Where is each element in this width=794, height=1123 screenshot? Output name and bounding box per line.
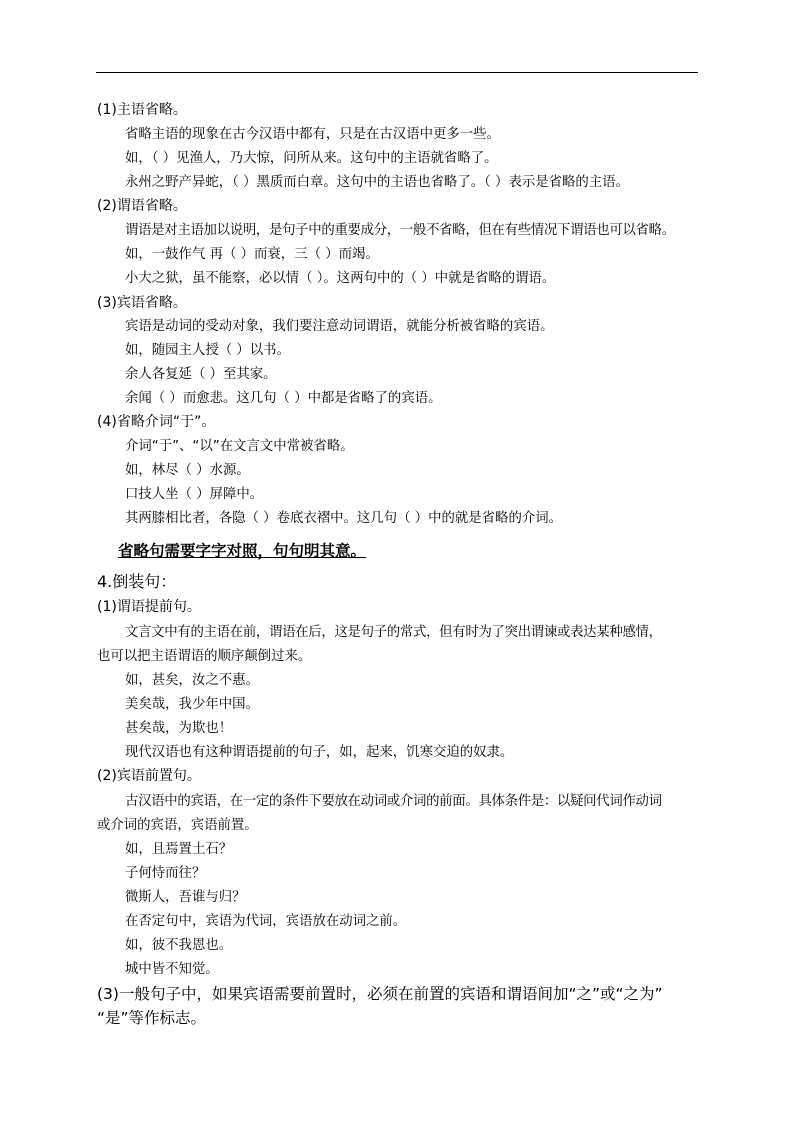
paragraph-line: 也可以把主语谓语的顺序颠倒过来。 <box>97 649 312 664</box>
paragraph-line: 如，林尽（ ）水源。 <box>125 463 250 478</box>
paragraph-line: 现代汉语也有这种谓语提前的句子，如，起来，饥寒交迫的奴隶。 <box>125 745 514 760</box>
paragraph-line: 小大之狱，虽不能察，必以情（ ）。这两句中的（ ）中就是省略的谓语。 <box>125 271 556 286</box>
section-heading: (3)一般句子中，如果宾语需要前置时，必须在前置的宾语和谓语间加“之”或“之为” <box>97 985 663 1003</box>
paragraph-line: 谓语是对主语加以说明，是句子中的重要成分，一般不省略，但在有些情况下谓语也可以省略。 <box>125 223 675 238</box>
paragraph-line: 介词“于”、“以”在文言文中常被省略。 <box>125 439 354 454</box>
paragraph-line: 城中皆不知觉。 <box>125 962 219 977</box>
paragraph-line: 永州之野产异蛇，（ ）黑质而白章。这句中的主语也省略了。（ ）表示是省略的主语。 <box>125 175 629 190</box>
paragraph-line: 如，且焉置土石？ <box>125 842 233 857</box>
paragraph-line: 在否定句中，宾语为代词，宾语放在动词之前。 <box>125 914 407 929</box>
section-heading: (2)谓语省略。 <box>97 198 187 214</box>
paragraph-line: 其两膝相比者，各隐（ ）卷底衣褶中。这几句（ ）中的就是省略的介词。 <box>125 511 563 526</box>
paragraph-line: 省略主语的现象在古今汉语中都有，只是在古汉语中更多一些。 <box>125 127 500 142</box>
section-heading: (1)主语省略。 <box>97 102 187 118</box>
paragraph-line: 口技人坐（ ）屏障中。 <box>125 487 264 502</box>
paragraph-line: 子何恃而往？ <box>125 866 206 881</box>
chapter-heading: 4.倒装句： <box>97 572 177 591</box>
paragraph-line: 甚矣哉，为欺也！ <box>125 721 233 736</box>
paragraph-line: 如，（ ）见渔人，乃大惊，问所从来。这句中的主语就省略了。 <box>125 151 498 166</box>
section-heading: (3)宾语省略。 <box>97 295 187 311</box>
paragraph-line: “是”等作标志。 <box>97 1009 207 1027</box>
paragraph-line: 或介词的宾语，宾语前置。 <box>97 818 258 833</box>
paragraph-line: 如，随园主人授（ ）以书。 <box>125 343 290 358</box>
paragraph-line: 文言文中有的主语在前，谓语在后，这是句子的常式，但有时为了突出谓谏或表达某种感情， <box>125 625 662 640</box>
section-heading: (2)宾语前置句。 <box>97 768 201 784</box>
paragraph-line: 古汉语中的宾语，在一定的条件下要放在动词或介词的前面。具体条件是：以疑问代词作动词 <box>125 794 662 809</box>
paragraph-line: 微斯人，吾谁与归？ <box>125 890 246 905</box>
paragraph-line: 如，彼不我恩也。 <box>125 938 233 953</box>
section-heading: (4)省略介词“于”。 <box>97 414 216 430</box>
paragraph-line: 余闻（ ）而愈悲。这几句（ ）中都是省略了的宾语。 <box>125 391 442 406</box>
header-rule <box>96 72 698 73</box>
paragraph-line: 如，一鼓作气 再（ ）而衰，三（ ）而竭。 <box>125 247 379 262</box>
paragraph-line: 余人各复延（ ）至其家。 <box>125 367 277 382</box>
emphasis-note: 省略句需要字字对照，句句明其意。 <box>118 542 367 560</box>
paragraph-line: 宾语是动词的受动对象，我们要注意动词谓语，就能分析被省略的宾语。 <box>125 319 554 334</box>
section-heading: (1)谓语提前句。 <box>97 599 201 615</box>
paragraph-line: 如，甚矣，汝之不惠。 <box>125 673 259 688</box>
paragraph-line: 美矣哉，我少年中国。 <box>125 697 259 712</box>
